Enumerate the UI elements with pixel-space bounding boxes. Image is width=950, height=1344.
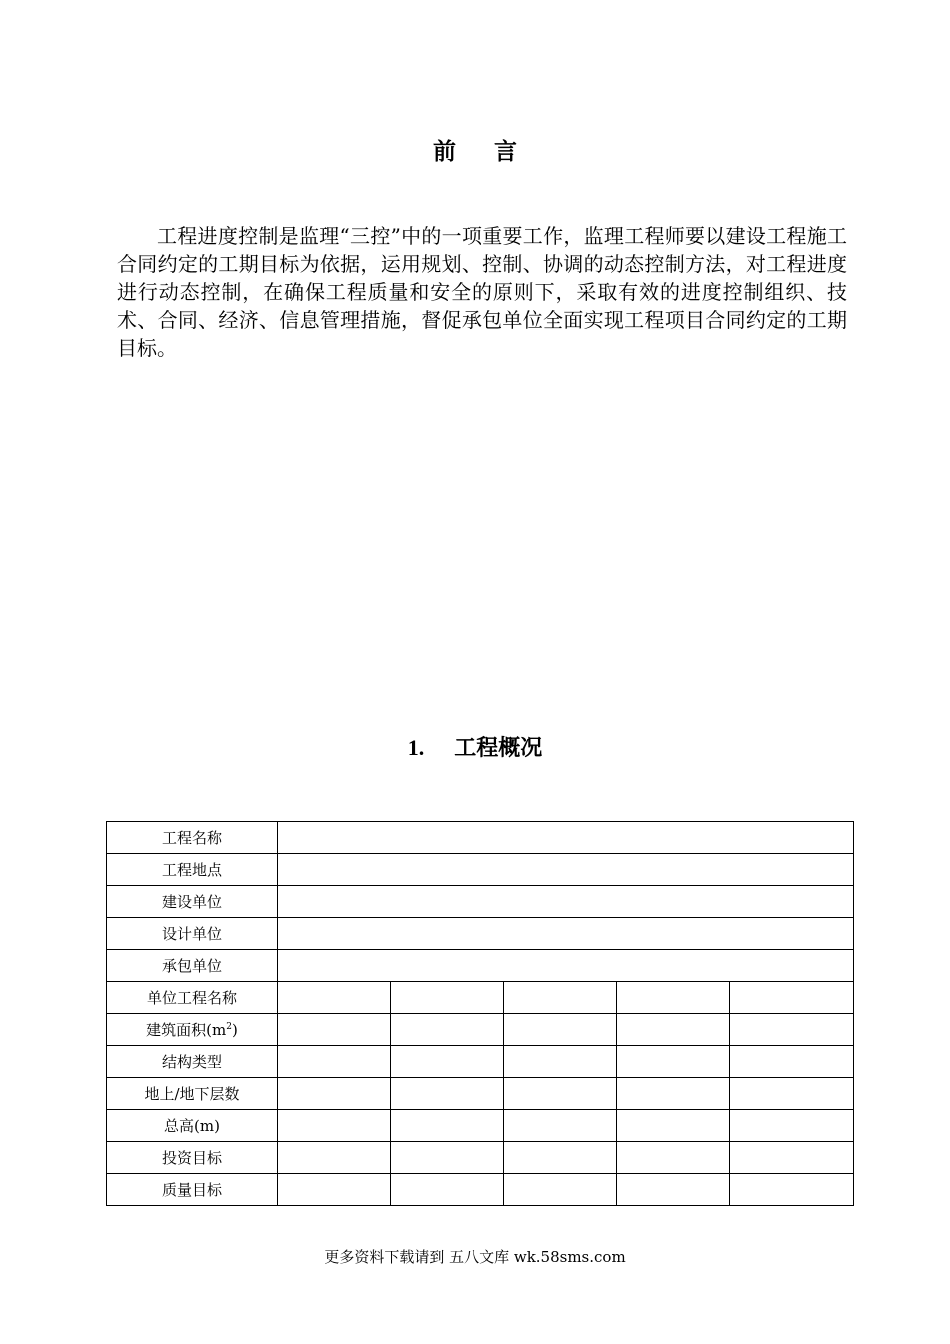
table-row <box>107 950 854 982</box>
value-cell[interactable] <box>504 1174 617 1206</box>
value-cell[interactable] <box>278 1110 391 1142</box>
value-cell[interactable] <box>617 1110 730 1142</box>
row-label: 建筑面积$(m^2)$ <box>107 1014 278 1046</box>
value-cell[interactable] <box>278 918 854 950</box>
value-cell[interactable] <box>391 1142 504 1174</box>
value-cell[interactable] <box>730 1110 854 1142</box>
value-cell[interactable] <box>278 950 854 982</box>
value-cell[interactable] <box>617 1078 730 1110</box>
table-row <box>107 1014 854 1046</box>
value-cell[interactable] <box>391 1078 504 1110</box>
row-label: 总高(m) <box>107 1110 278 1142</box>
value-cell[interactable] <box>504 1142 617 1174</box>
value-cell[interactable] <box>617 1174 730 1206</box>
project-overview-table <box>106 821 854 1206</box>
value-cell[interactable] <box>730 1014 854 1046</box>
value-cell[interactable] <box>504 1078 617 1110</box>
preface-title: 前 言 <box>433 138 517 165</box>
value-cell[interactable] <box>730 982 854 1014</box>
value-cell[interactable] <box>504 1046 617 1078</box>
value-cell[interactable] <box>730 1174 854 1206</box>
table-row <box>107 1174 854 1206</box>
value-cell[interactable] <box>278 982 391 1014</box>
value-cell[interactable] <box>617 1046 730 1078</box>
value-cell[interactable] <box>278 854 854 886</box>
value-cell[interactable] <box>391 982 504 1014</box>
row-label: 投资目标 <box>107 1142 278 1174</box>
row-label: 设计单位 <box>107 918 278 950</box>
row-label: 工程地点 <box>107 854 278 886</box>
section-heading: 工程概况 <box>454 735 543 761</box>
row-label: 地上/地下层数 <box>107 1078 278 1110</box>
value-cell[interactable] <box>617 982 730 1014</box>
value-cell[interactable] <box>617 1014 730 1046</box>
row-label: 质量目标 <box>107 1174 278 1206</box>
value-cell[interactable] <box>730 1046 854 1078</box>
row-label: 单位工程名称 <box>107 982 278 1014</box>
preface-paragraph: 工程进度控制是监理“三控”中的一项重要工作，监理工程师要以建设工程施工合同约定的工期目标为依据，运用规划、控制、协调的动态控制方法，对工程进度进行动态控制，在确保工程质量和安全的原则下，采取有效的进度控制组织、技术、合同、经济、信息管理措施，督促承包单位全面实现工程项目合同约定的工期目标。 <box>117 224 847 360</box>
value-cell[interactable] <box>617 1142 730 1174</box>
table-row <box>107 1142 854 1174</box>
value-cell[interactable] <box>278 886 854 918</box>
section-title <box>0 731 950 762</box>
table-row <box>107 1046 854 1078</box>
value-cell[interactable] <box>391 1046 504 1078</box>
row-label: 结构类型 <box>107 1046 278 1078</box>
value-cell[interactable] <box>278 1014 391 1046</box>
value-cell[interactable] <box>730 1142 854 1174</box>
footer-text: 更多资料下载请到 五八文库 wk.58sms.com <box>324 1248 626 1266</box>
table-row <box>107 918 854 950</box>
table-row <box>107 822 854 854</box>
value-cell[interactable] <box>278 1078 391 1110</box>
section-number: 1. <box>407 735 425 760</box>
table-row <box>107 982 854 1014</box>
table-row <box>107 1110 854 1142</box>
value-cell[interactable] <box>278 1046 391 1078</box>
value-cell[interactable] <box>504 1014 617 1046</box>
value-cell[interactable] <box>391 1110 504 1142</box>
value-cell[interactable] <box>504 1110 617 1142</box>
row-label: 承包单位 <box>107 950 278 982</box>
value-cell[interactable] <box>391 1174 504 1206</box>
value-cell[interactable] <box>391 1014 504 1046</box>
value-cell[interactable] <box>730 1078 854 1110</box>
value-cell[interactable] <box>278 1174 391 1206</box>
table-row <box>107 1078 854 1110</box>
value-cell[interactable] <box>278 822 854 854</box>
table-row <box>107 886 854 918</box>
row-label: 建设单位 <box>107 886 278 918</box>
table-row <box>107 854 854 886</box>
row-label: 工程名称 <box>107 822 278 854</box>
value-cell[interactable] <box>504 982 617 1014</box>
value-cell[interactable] <box>278 1142 391 1174</box>
